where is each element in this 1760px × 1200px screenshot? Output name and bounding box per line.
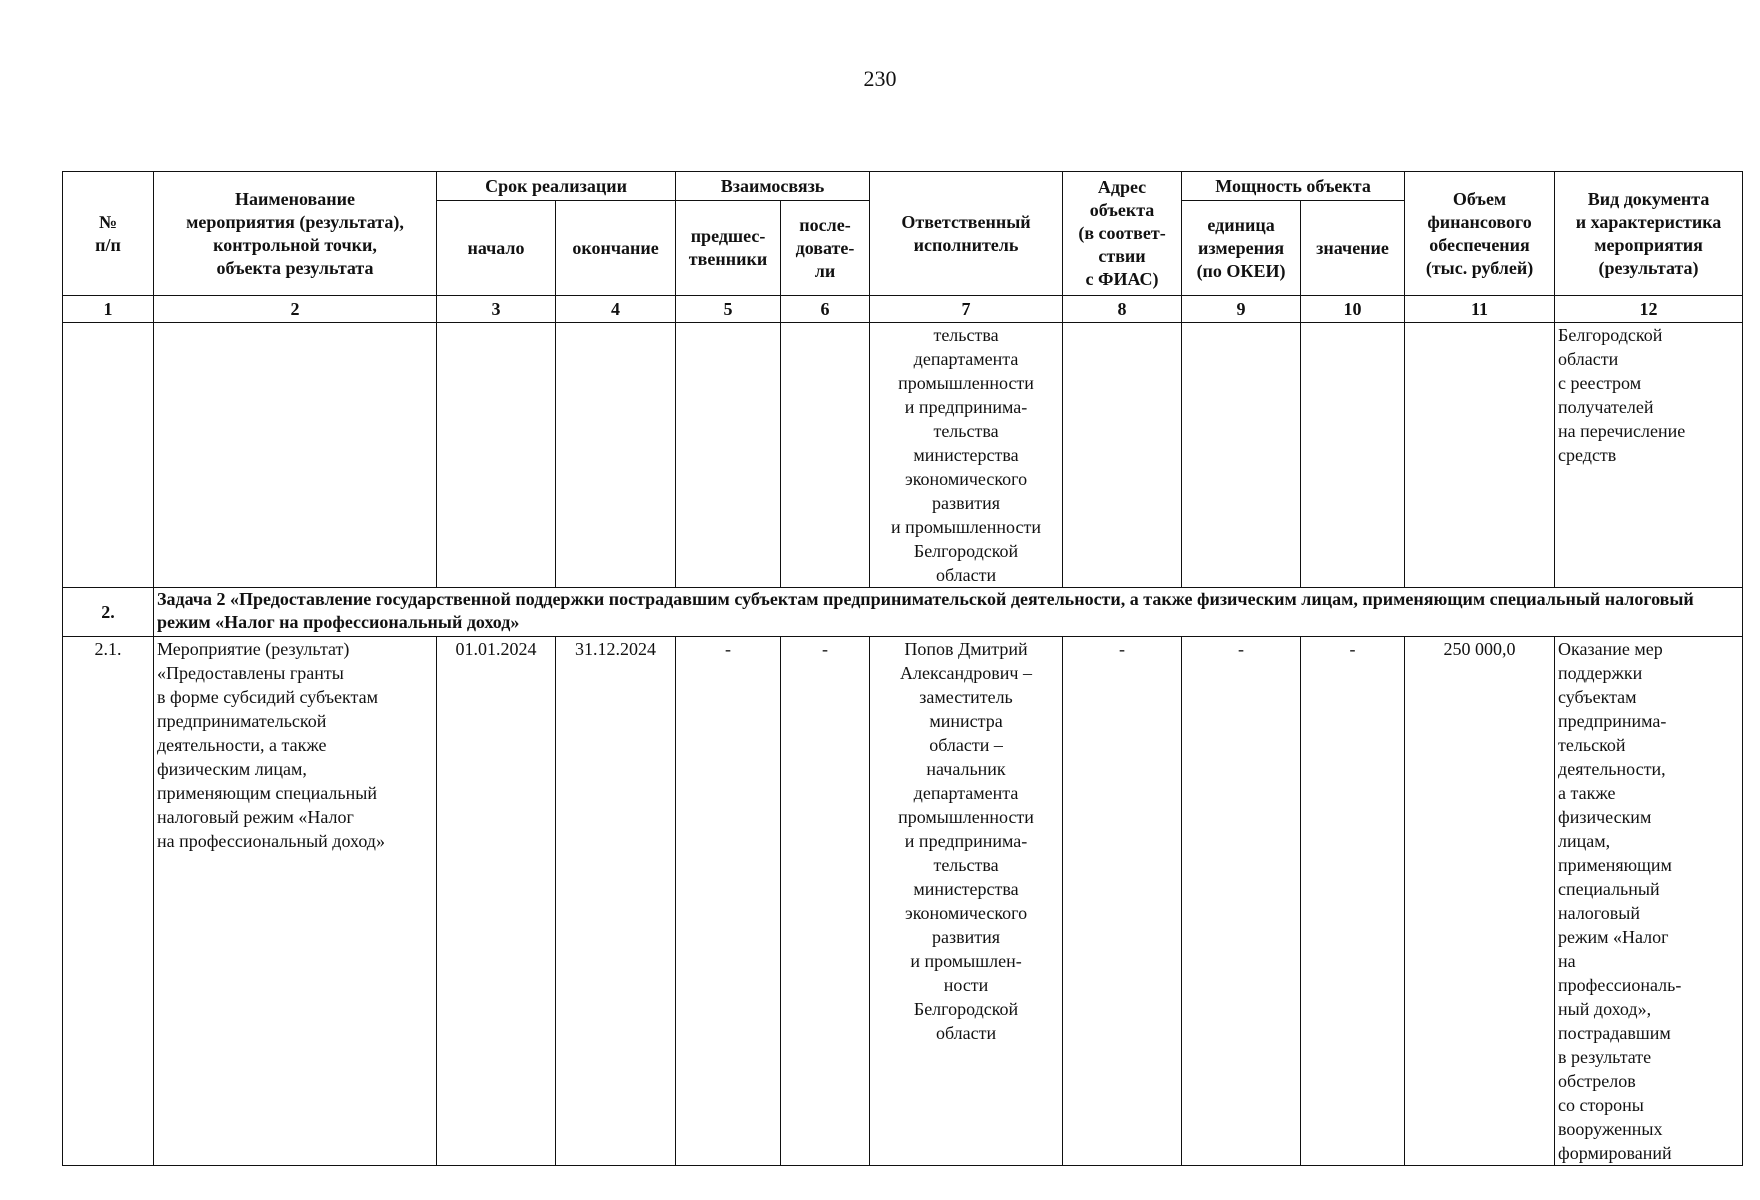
header-capacity-group: Мощность объекта (1182, 172, 1405, 201)
empty-cell (556, 323, 676, 588)
header-executor: Ответственный исполнитель (870, 172, 1063, 296)
header-row-1 (63, 172, 1743, 201)
item-successors: - (781, 637, 870, 1166)
task-row (63, 588, 1743, 637)
header-period-group: Срок реализации (437, 172, 676, 201)
task-title: Задача 2 «Предоставление государственной поддержки пострадавшим субъектам предпринимательской деятельности, а также физическим лицам, применяющим специальный налоговый режим «Налог на профессиональный доход» (154, 588, 1743, 637)
header-start: начало (437, 201, 556, 296)
column-number: 10 (1301, 296, 1405, 323)
header-name: Наименование мероприятия (результата), контрольной точки, объекта результата (154, 172, 437, 296)
column-number: 2 (154, 296, 437, 323)
item-value: - (1301, 637, 1405, 1166)
empty-cell (1063, 323, 1182, 588)
empty-cell (1182, 323, 1301, 588)
column-number: 9 (1182, 296, 1301, 323)
empty-cell (781, 323, 870, 588)
item-end-date: 31.12.2024 (556, 637, 676, 1166)
header-address: Адрес объекта (в соответ- ствии с ФИАС) (1063, 172, 1182, 296)
header-successors: после- довате- ли (781, 201, 870, 296)
item-executor: Попов Дмитрий Александрович – заместитель министра области – начальник департамента промышленности и предпринима- тельства министерства экономического развития и промышлен- ности Белгородской области (870, 637, 1063, 1166)
empty-cell (63, 323, 154, 588)
column-number: 1 (63, 296, 154, 323)
empty-cell (676, 323, 781, 588)
column-number: 4 (556, 296, 676, 323)
item-start-date: 01.01.2024 (437, 637, 556, 1166)
item-name: Мероприятие (результат) «Предоставлены гранты в форме субсидий субъектам предпринимательской деятельности, а также физическим лицам, применяющим специальный налоговый режим «Налог на профессиональный доход» (154, 637, 437, 1166)
item-document: Оказание мер поддержки субъектам предпринима- тельской деятельности, а также физическим лицам, применяющим специальный налоговый режим «Налог на профессиональ- ный доход», пострадавшим в результате обстрелов со стороны вооруженных формирований (1555, 637, 1743, 1166)
header-relation-group: Взаимосвязь (676, 172, 870, 201)
column-number: 12 (1555, 296, 1743, 323)
header-number: № п/п (63, 172, 154, 296)
column-number: 6 (781, 296, 870, 323)
continuation-row (63, 323, 1743, 588)
task-number: 2. (63, 588, 154, 637)
item-predecessors: - (676, 637, 781, 1166)
empty-cell (154, 323, 437, 588)
empty-cell (1405, 323, 1555, 588)
empty-cell (437, 323, 556, 588)
page-number: 230 (863, 66, 897, 91)
item-number: 2.1. (63, 637, 154, 1166)
header-document: Вид документа и характеристика мероприятия (результата) (1555, 172, 1743, 296)
header-value: значение (1301, 201, 1405, 296)
header-finance: Объем финансового обеспечения (тыс. рублей) (1405, 172, 1555, 296)
item-finance: 250 000,0 (1405, 637, 1555, 1166)
header-end: окончание (556, 201, 676, 296)
column-number: 11 (1405, 296, 1555, 323)
column-number: 7 (870, 296, 1063, 323)
column-numbers-row (63, 296, 1743, 323)
continuation-executor: тельства департамента промышленности и предпринима- тельства министерства экономического развития и промышленности Белгородской области (870, 323, 1063, 588)
header-predecessors: предшес- твенники (676, 201, 781, 296)
continuation-document: Белгородской области с реестром получателей на перечисление средств (1555, 323, 1743, 588)
activities-table (62, 171, 1743, 1166)
item-unit: - (1182, 637, 1301, 1166)
column-number: 5 (676, 296, 781, 323)
column-number: 3 (437, 296, 556, 323)
item-row (63, 637, 1743, 1166)
header-unit: единица измерения (по ОКЕИ) (1182, 201, 1301, 296)
empty-cell (1301, 323, 1405, 588)
column-number: 8 (1063, 296, 1182, 323)
item-address: - (1063, 637, 1182, 1166)
